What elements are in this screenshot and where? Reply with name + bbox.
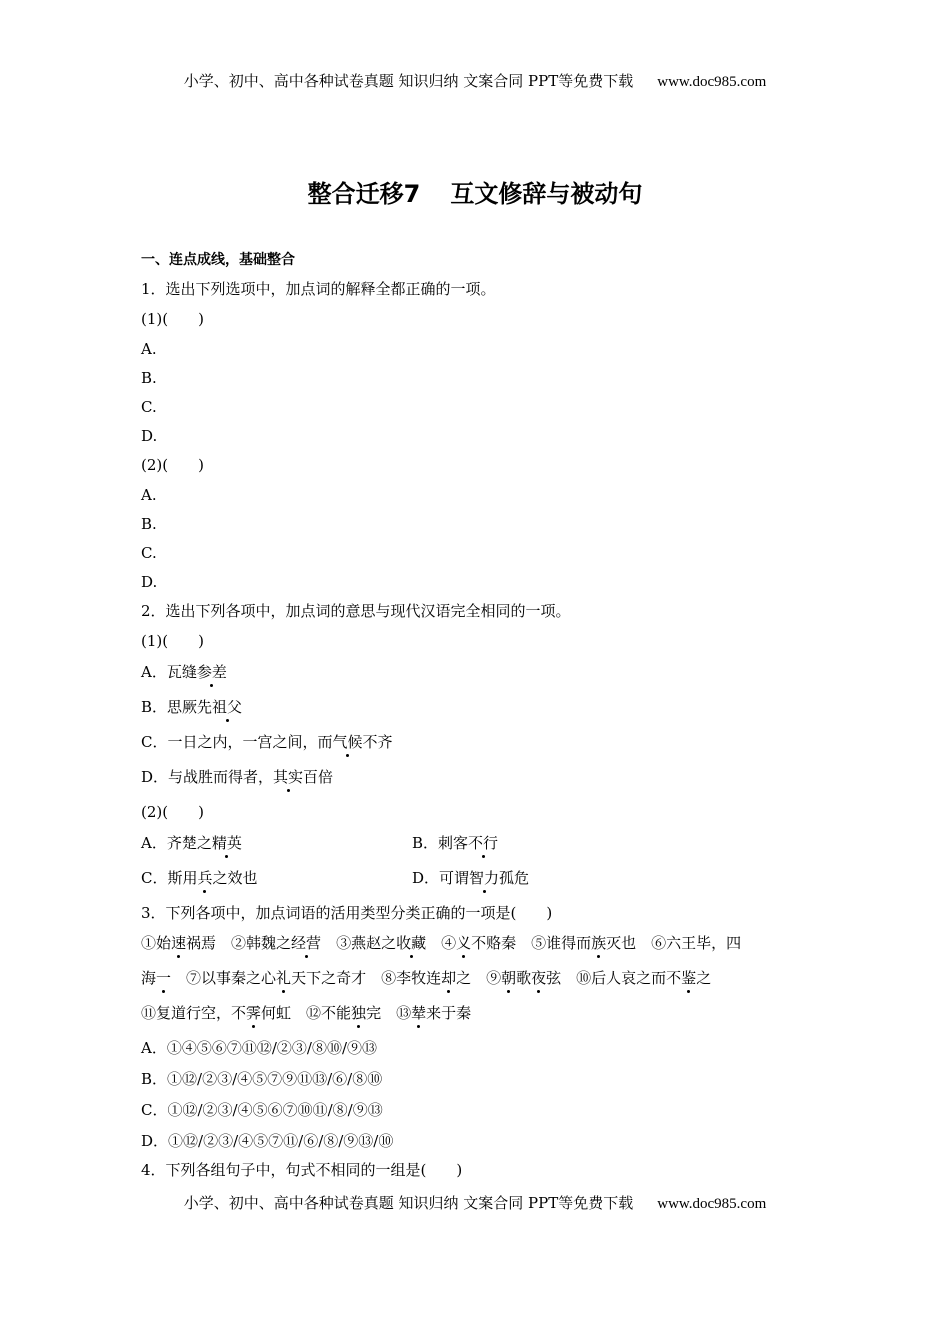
question-1-part-2: (2)( ) xyxy=(141,456,204,474)
option-d: D. xyxy=(141,573,158,591)
q3-items-line-1: ①始速祸焉 ②韩魏之经营 ③燕赵之收藏 ④义不赂秦 ⑤谁得而族灭也 ⑥六王毕，四 xyxy=(141,934,742,952)
q3-option-c: C．①⑫/②③/④⑤⑥⑦⑩⑪/⑧/⑨⑬ xyxy=(141,1101,383,1119)
q3-option-a: A．①④⑤⑥⑦⑪⑫/②③/⑧⑩/⑨⑬ xyxy=(141,1039,377,1057)
q2-2-row-2 xyxy=(141,868,781,888)
q2-2-option-c: C．斯用兵之效也 xyxy=(141,869,258,887)
question-1: 1．选出下列选项中，加点词的解释全都正确的一项。 xyxy=(141,280,496,298)
page-footer xyxy=(0,1192,950,1213)
q2-2-option-b: B．刺客不行 xyxy=(412,834,499,852)
header-site: www.doc985.com xyxy=(657,74,767,90)
question-4: 4．下列各组句子中，句式不相同的一组是( ) xyxy=(141,1161,463,1179)
question-3: 3．下列各项中，加点词语的活用类型分类正确的一项是( ) xyxy=(141,904,553,922)
q2-1-option-d: D．与战胜而得者，其实百倍 xyxy=(141,768,334,786)
page-title xyxy=(0,174,950,209)
section-heading: 一、连点成线，基础整合 xyxy=(141,252,295,268)
q3-option-b: B．①⑫/②③/④⑤⑦⑨⑪⑬/⑥/⑧⑩ xyxy=(141,1070,383,1088)
option-a: A. xyxy=(141,340,157,358)
question-2: 2．选出下列各项中，加点词的意思与现代汉语完全相同的一项。 xyxy=(141,602,571,620)
footer-text: 小学、初中、高中各种试卷真题 知识归纳 文案合同 PPT等免费下载 xyxy=(183,1194,634,1212)
q2-2-row-1 xyxy=(141,833,781,853)
q2-1-option-c: C．一日之内，一宫之间，而气候不齐 xyxy=(141,733,393,751)
option-b: B. xyxy=(141,369,157,387)
option-b: B. xyxy=(141,515,157,533)
header-text: 小学、初中、高中各种试卷真题 知识归纳 文案合同 PPT等免费下载 xyxy=(183,72,634,90)
option-a: A. xyxy=(141,486,157,504)
option-c: C. xyxy=(141,544,157,562)
q3-items-line-3: ⑪复道行空，不霁何虹 ⑫不能独完 ⑬辇来于秦 xyxy=(141,1004,472,1022)
question-2-part-1: (1)( ) xyxy=(141,632,204,650)
q2-1-option-b: B．思厥先祖父 xyxy=(141,698,243,716)
page-header xyxy=(0,70,950,91)
option-c: C. xyxy=(141,398,157,416)
title-part-b: 互文修辞与被动句 xyxy=(450,180,643,208)
option-d: D. xyxy=(141,427,158,445)
q3-items-line-2: 海一 ⑦以事秦之心礼天下之奇才 ⑧李牧连却之 ⑨朝歌夜弦 ⑩后人哀之而不鉴之 xyxy=(141,969,712,987)
q2-1-option-a: A．瓦缝参差 xyxy=(141,663,227,681)
q2-2-option-d: D．可谓智力孤危 xyxy=(412,869,530,887)
question-1-part-1: (1)( ) xyxy=(141,310,204,328)
title-part-a: 整合迁移7 xyxy=(307,180,421,208)
q2-2-option-a: A．齐楚之精英 xyxy=(141,834,242,852)
question-2-part-2: (2)( ) xyxy=(141,803,204,821)
q3-option-d: D．①⑫/②③/④⑤⑦⑪/⑥/⑧/⑨⑬/⑩ xyxy=(141,1132,394,1150)
footer-site: www.doc985.com xyxy=(657,1196,767,1212)
